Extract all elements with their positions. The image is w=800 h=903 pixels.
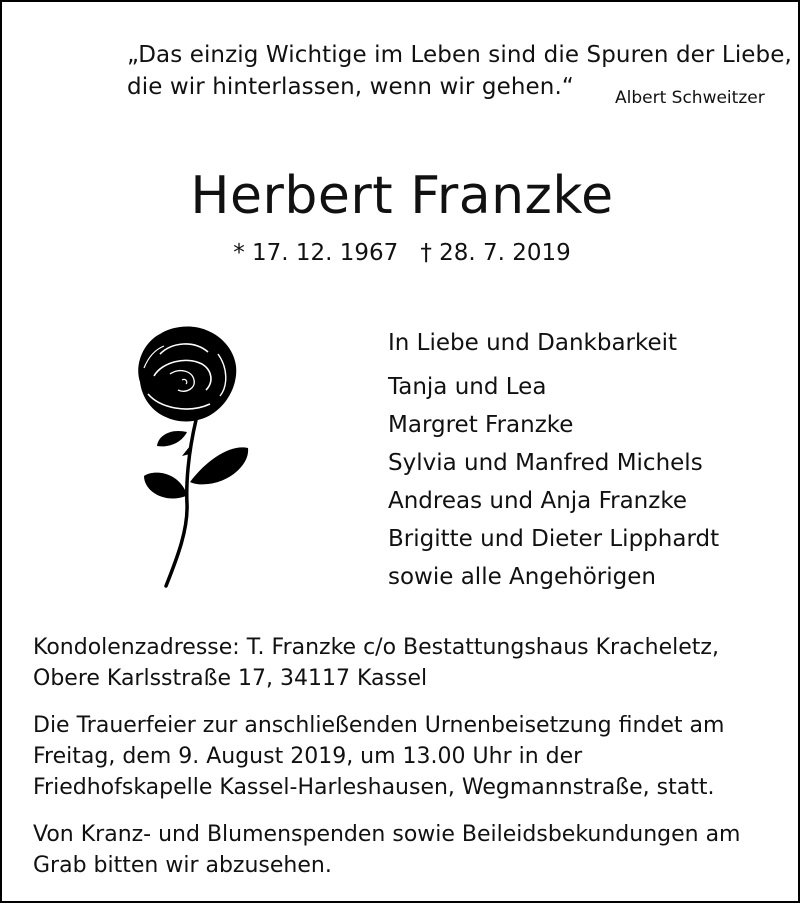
quote-line: „Das einzig Wichtige im Leben sind die Spuren der Liebe, [127, 42, 792, 68]
mourner-name: Margret Franzke [388, 412, 574, 438]
mourner-name: sowie alle Angehörigen [388, 564, 656, 590]
mourner-name: Sylvia und Manfred Michels [388, 450, 703, 476]
life-dates [2, 240, 800, 266]
mourner-name: Andreas und Anja Franzke [388, 488, 687, 514]
mourners-intro: In Liebe und Dankbarkeit [388, 330, 678, 356]
mourners-list [388, 324, 719, 596]
quote-line: die wir hinterlassen, wenn wir gehen.“ [127, 74, 574, 100]
donations-line: Grab bitten wir abzusehen. [33, 853, 332, 878]
death-date: † 28. 7. 2019 [420, 240, 571, 266]
ceremony-line: Friedhofskapelle Kassel-Harleshausen, Wegmannstraße, statt. [33, 775, 715, 800]
donations-line: Von Kranz- und Blumenspenden sowie Beileidsbekundungen am [33, 822, 741, 847]
mourner-name: Tanja und Lea [388, 374, 547, 400]
donations-notice [33, 819, 741, 881]
condolence-line: Kondolenzadresse: T. Franzke c/o Bestattungshaus Kracheletz, [33, 635, 719, 660]
black-rose-icon [130, 324, 254, 590]
mourner-name: Brigitte und Dieter Lipphardt [388, 526, 720, 552]
birth-date: * 17. 12. 1967 [233, 240, 399, 266]
ceremony-line: Freitag, dem 9. August 2019, um 13.00 Uhr in der [33, 744, 583, 769]
condolence-line: Obere Karlsstraße 17, 34117 Kassel [33, 666, 428, 691]
condolence-address [33, 632, 719, 694]
quote-author: Albert Schweitzer [615, 88, 765, 108]
ceremony-notice [33, 710, 724, 803]
deceased-name: Herbert Franzke [190, 166, 614, 226]
ceremony-line: Die Trauerfeier zur anschließenden Urnenbeisetzung findet am [33, 713, 725, 738]
